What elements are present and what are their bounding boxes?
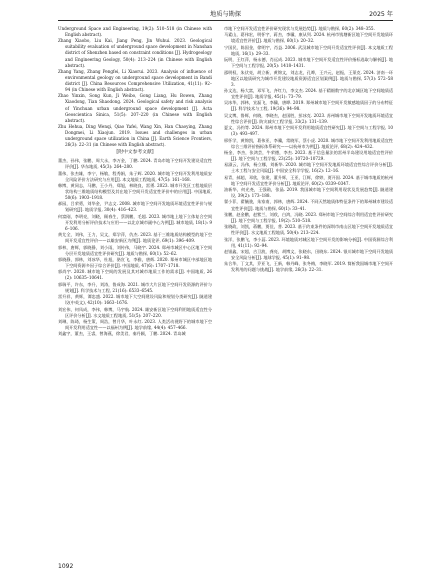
reference-item: 董杰，孙伟，张鹏，周大永，李万金，丁鹏. 2024. 青岛市地下空间开发建设适宜性评价[J]. 华东地质, 45(3): 264–280. — [58, 158, 212, 170]
reference-item: 吴文博，鲁辉，何晓，李晓杰，赵国胜，彭冰克. 2023. 苏州城市地下空间开发地质环境适宜性综合评价[J]. 防灾减灾工程学报, 33(2): 131–139. — [224, 112, 393, 124]
reference-item: 易淑云，冯伟，杨立娜，刘新华. 2020. 城市地下空间开发地质环境适宜性综合评价分析[J]. 土木工程与安全风险[J]. 中国安全科学学报, 16(2): 12–16. — [224, 162, 393, 174]
reference-item: 吴冰华，郭林，宣磊飞，李骥，唐晔. 2019. 郑州城市地下空间开发敏感地质因子的分布特征[J]. 科学技术与工程, 19(36): 94–98. — [224, 100, 393, 112]
reference-item: 邢怀学，黄锦凯，葛伟亚，李骥，常晓军，蔡小虎. 2020. 城市地下空间开发利用地质适宜性综合三维评价指标体系研究——以杭州市为例[J]. 地质论评, 68(2): 424–432. — [224, 137, 393, 149]
reference-item: Zhu Hehua, Ding Wenqi, Qiao Yafei, Wang Xin, Han Chaoying, Zhang Dongmei, Li Xiaojun. 2019. Issues and challenges in urban underground space utilization in China [J]. Earth Science Frontiers, 26(3): 22–31 (in Chinese with English abstract). — [58, 123, 212, 148]
reference-item: 郭瑞平，许东，李升，刘涛，鲁成海. 2021. 城市大片区地下空间开发资源的评价与规划[J]. 科学技术与工程, 21(16): 6533–6545. — [58, 281, 212, 293]
reference-item: 赵银鑫，宋超，吉卫波，龚亮，胡博文，张晓东，田晓东. 2024. 银川城市地下空间开发地质安全风险分析[J]. 地球学报, 45(1): 91–98. — [224, 249, 393, 261]
left-column — [58, 26, 212, 562]
reference-item: 雷升祥，黄辉，谭忠盛. 2022. 城市地下大空间建设风险和规划分类研究[J]. 隧道建设(中英文), 42(10): 1663–1676. — [58, 294, 212, 306]
reference-item: Underground Space and Engineering, 19(2): 510–518 (in Chinese with English abstract). — [58, 26, 212, 38]
reference-item: 张洋，张鹏飞，李小蕊. 2023. 环境地质对城区地下空间开发的影响分析[J]. 中国资源综合利用, 41(11): 92–94. — [224, 236, 393, 248]
reference-item: 张晓政，刘凯，蒋鹏，贾佳，普. 2023. 基于约束条件的深圳市南山区地下空间开发地质适宜性评价[J]. 水文地质工程地质, 50(4): 213–224. — [224, 224, 393, 236]
page-number: 1092 — [58, 563, 74, 570]
reference-item: Zhang Xiaobo, Liu Kai, Jiang Peng, Jin Wuhui. 2023. Geological suitability evaluation of underground space development in Nanshan district of Shenzhen based on constraint conditions [J]. Hydrogeology and Engineering Geology, 50(4): 213–224 (in Chinese with English abstract). — [58, 38, 212, 68]
reference-item: 刘宏伟，何凤成，李伟，韩博，马宇航. 2024. 雄安新区地下空间利用地质适宜性分区评价分析[J]. 水文地质工程地质, 51(5): 207–220. — [58, 306, 212, 318]
reference-item: 郝园，吕荣勇，刘华金，尹志文. 2008. 城市地下空间开发地质环境适宜性评价与规划研究[J]. 地质学报, 30(4): 416–423. — [58, 201, 212, 213]
reference-item: 郭晓静，郭林，刘冰华，杜旭，骆宣飞，李雅，唐辉. 2020. 郑州市城区中部地区地下空间资源多因子综合评价[J]. 中国地质, 47(6): 1707–1718. — [58, 257, 212, 269]
reference-item: Zhao Yinxin, Song Kun, Ji Weibo, Gong Liang, Hu Bowen, Zhang Xiaodong, Tian Shaodong. 2024. Geological safety and risk analysis of Yinchuan urban underground space development [J]. Acta Geoscientica Sinica, 51(5): 207–220 (in Chinese with English abstract). — [58, 93, 212, 123]
reference-item: 邵明权，朱伏亮，胡立新，黄锦文，刘志龙，孔晔，王兴元，赵振，王莱克. 2024. 济南一环地区以地质研究为城市开发建设地质资源适宜区划案例[J]. 地质与勘探, 57(3): 572–583. — [224, 69, 393, 87]
reference-item: 翟小菲，翟毓骏，朱家南，郭林，唐辉. 2024. 不同天然地质体特征条件下的郑州城市建设适宜性评价[J]. 地质与勘探, 60(1): 33–41. — [224, 199, 393, 211]
reference-item: 杨金，李杰，张鸿芸，牛荣德，李杰. 2023. 基于信息量法的雷州半岛建设用地适宜性评价[J]. 地下空间与工程学报, 23(25): 10720–10729. — [224, 149, 393, 161]
reference-item: 郭林，唐辉，郭晓静，刘小雨，刘传伟，马晓宇. 2024. 郑州市城区中心区地下空间分层开发地质适宜性评价研究[J]. 地质与勘探, 60(1): 52–62. — [58, 244, 212, 256]
publication-year: 2025 年 — [369, 11, 393, 18]
reference-item: 刘鑫宇，董杰，王睿，曾海燕，徐美君，秦丹颖，丁鹏. 2024. 青岛城 — [58, 331, 186, 337]
reference-item: 马素山，葛伟宏，明怀宇，蒋杰，李骥，康从列. 2024. 杭州市钱塘新区地下空间开发地质环境适宜性评价[J]. 地质与勘探, 60(1): 20–32. — [224, 32, 393, 44]
reference-item: 韩博，黄同志，马鹏，王小丹，郑旭，林晓良，雷勇. 2023. 城市开发区工程地质层状结构三维地质结构模型及其在地下空间开发适宜性评价中的应用[J]. 中国地质, 50(6): 1903–1918. — [58, 182, 212, 201]
journal-name: 地质与勘探 — [210, 11, 241, 18]
reference-item: 夏文，冯钧等. 2024. 郑州市地下空间开发利用地质适宜性研究[J]. 地下空间与工程学报, 10(3): 493–497. — [224, 125, 393, 137]
reference-item: 张鹏，赵金鹏，赵紫兰，刘欣，白鸿，冯晓. 2023. 郑州市地下空间综合利用适宜性评价研究[J]. 地下空间与工程学报, 19(2): 510–518. — [224, 211, 393, 223]
right-column — [224, 26, 393, 562]
reference-item: 朱合华，丁文其，乔亚飞，王新，韩丹峰，张冬梅，李晓军. 2019. 简析我国城市地下空间开发利用的问题与挑战[J]. 地学前缘, 26(3): 22–31. — [224, 261, 393, 273]
chinese-references-heading: [附中文参考文献] — [116, 150, 154, 156]
reference-item: 市地下空间开发适宜性评价研究现状与发展趋势[J]. 地质与勘探, 60(2): 348–355. — [224, 26, 375, 31]
reference-item: 宁国民，陈国金，徐明宇，肖益. 2006. 武汉城市地下空间开发适宜性评价[J]. 本文地质工程地质, 16(1): 29–33. — [224, 44, 393, 56]
reference-item: 易青，郝超，邓欣，张建，董升辉，王亚，江辉，徐婷，贾开国. 2024. 基于城市地质的杭州地下空间开发适宜性评价分析[J]. 地质论评, 60(2): 0339–0347. — [224, 174, 393, 186]
reference-item: 孙文达，杨大富，邓军飞，齐红力，李文杰. 2024. 基于精细数字的北京城区地下空间地质适宜性评价[J]. 地质学报, 45(1): 73–79. — [224, 87, 393, 99]
reference-item: 刘琳，陈琦，杨生策，周浩，曾月华，叶永红. 2023. 人类活动视野下的城市地下空间开发利用适宜性——以福州为例[J]. 地学前缘, 44(4): 457–466. — [58, 318, 212, 330]
reference-item: 郭尚宇. 2020. 城市地下空间的发展及其对城市地质工作的需求[J]. 中国地质, 26(2): 10635–10641. — [58, 269, 212, 281]
reference-item: 何富刚，李明亮，刘晓，顾春生，蔡润鹏，毛超. 2023. 城市地上地下立体复合空间开发利用分析评价技术与应用——以北京城市副中心为例[J]. 城市地质, 18(1): 96–106. — [58, 213, 212, 231]
running-header — [58, 6, 393, 21]
reference-item: 油新华，何光尧，王强勋，张晶. 2019. 我国城市地下空间利用现状及发展趋势[J]. 隧道建设, 39(2): 173–188. — [224, 187, 393, 199]
reference-item: Zhang Yang, Zhang Pengfei, Li Xiaorui. 2023. Analysis of influence of environmental geology on underground space development in Bandi district [J]. China Resources Comprehensive Utilization, 41(11): 92–94 (in Chinese with English abstract). — [58, 68, 212, 93]
reference-item: 董伟，张杰雄，李宁，杨敏，程秀娟，朱子辉. 2020. 城市地下空间开发利用地质安全风险评价方法研究与应用[J]. 本文地质工程地质, 47(5): 161–168. — [58, 170, 212, 182]
reference-item: 黄尤全，刘伟，王力，吴文，郑学萍，仇杰. 2023. 基于三维地质结构模型的地下空间开发适宜性评价——以雄安新区为例[J]. 地质论评, 69(1): 396–409. — [58, 232, 212, 244]
reference-item: 阮明，王红萍，杨永德，肖远成. 2023. 城市地下空间开发适宜性评价指标选取与解析[J]. 地下空间与工程学报, 20(5): 1418–1431. — [224, 57, 393, 69]
